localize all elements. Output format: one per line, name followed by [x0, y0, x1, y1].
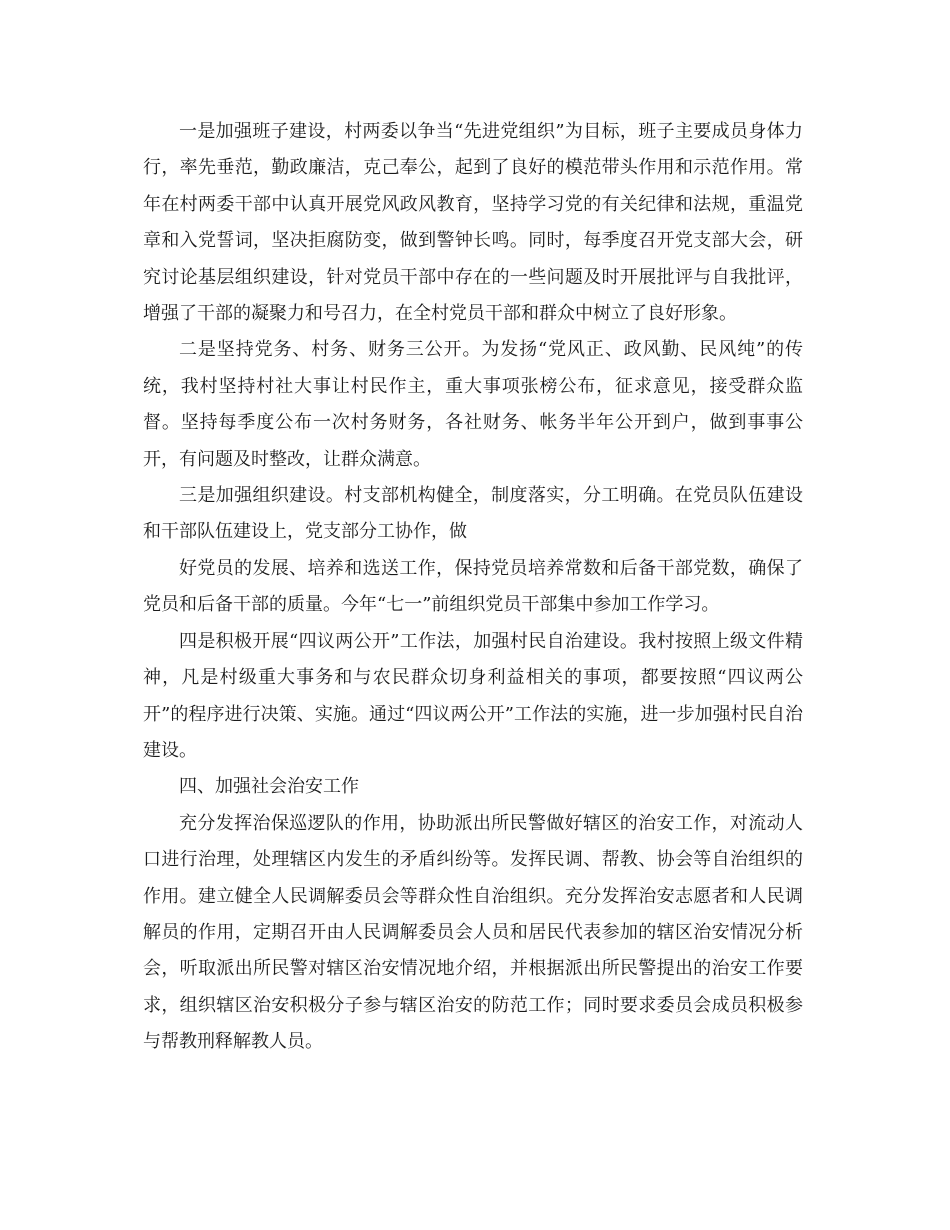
- section-heading: 四、加强社会治安工作: [179, 776, 359, 798]
- paragraph-four-discussions: 四是积极开展“四议两公开”工作法，加强村民自治建设。我村按照上级文件精神，凡是村级重大事务和与农民群众切身利益相关的事项，都要按照“四议两公开”的程序进行决策、实施。通过“四议两公开”工作法的实施，进一步加强村民自治建设。: [143, 630, 803, 761]
- paragraph-team-building: 一是加强班子建设，村两委以争当“先进党组织”为目标，班子主要成员身体力行，率先垂范，勤政廉洁，克己奉公，起到了良好的模范带头作用和示范作用。常年在村两委干部中认真开展党风政风教育，坚持学习党的有关纪律和法规，重温党章和入党誓词，坚决拒腐防变，做到警钟长鸣。同时，每季度召开党支部大会，研究讨论基层组织建设，针对党员干部中存在的一些问题及时开展批评与自我批评，增强了干部的凝聚力和号召力，在全村党员干部和群众中树立了良好形象。: [143, 121, 803, 325]
- paragraph-party-member-development: 好党员的发展、培养和选送工作，保持党员培养常数和后备干部党数，确保了党员和后备干部的质量。今年“七一”前组织党员干部集中参加工作学习。: [143, 557, 803, 616]
- paragraph-public-security: 充分发挥治保巡逻队的作用，协助派出所民警做好辖区的治安工作，对流动人口进行治理，处理辖区内发生的矛盾纠纷等。发挥民调、帮教、协会等自治组织的作用。建立健全人民调解委员会等群众性自治组织。充分发挥治安志愿者和人民调解员的作用，定期召开由人民调解委员会人员和居民代表参加的辖区治安情况分析会，听取派出所民警对辖区治安情况地介绍，并根据派出所民警提出的治安工作要求，组织辖区治安积极分子参与辖区治安的防范工作；同时要求委员会成员积极参与帮教刑释解教人员。: [143, 812, 803, 1053]
- document-page: [143, 114, 803, 1061]
- paragraph-three-publicities: 二是坚持党务、村务、财务三公开。为发扬“党风正、政风勤、民风纯”的传统，我村坚持村社大事让村民作主，重大事项张榜公布，征求意见，接受群众监督。坚持每季度公布一次村务财务，各社财务、帐务半年公开到户，做到事事公开，有问题及时整改，让群众满意。: [143, 339, 803, 470]
- paragraph-organization-building: 三是加强组织建设。村支部机构健全，制度落实，分工明确。在党员队伍建设和干部队伍建设上，党支部分工协作，做: [143, 485, 803, 543]
